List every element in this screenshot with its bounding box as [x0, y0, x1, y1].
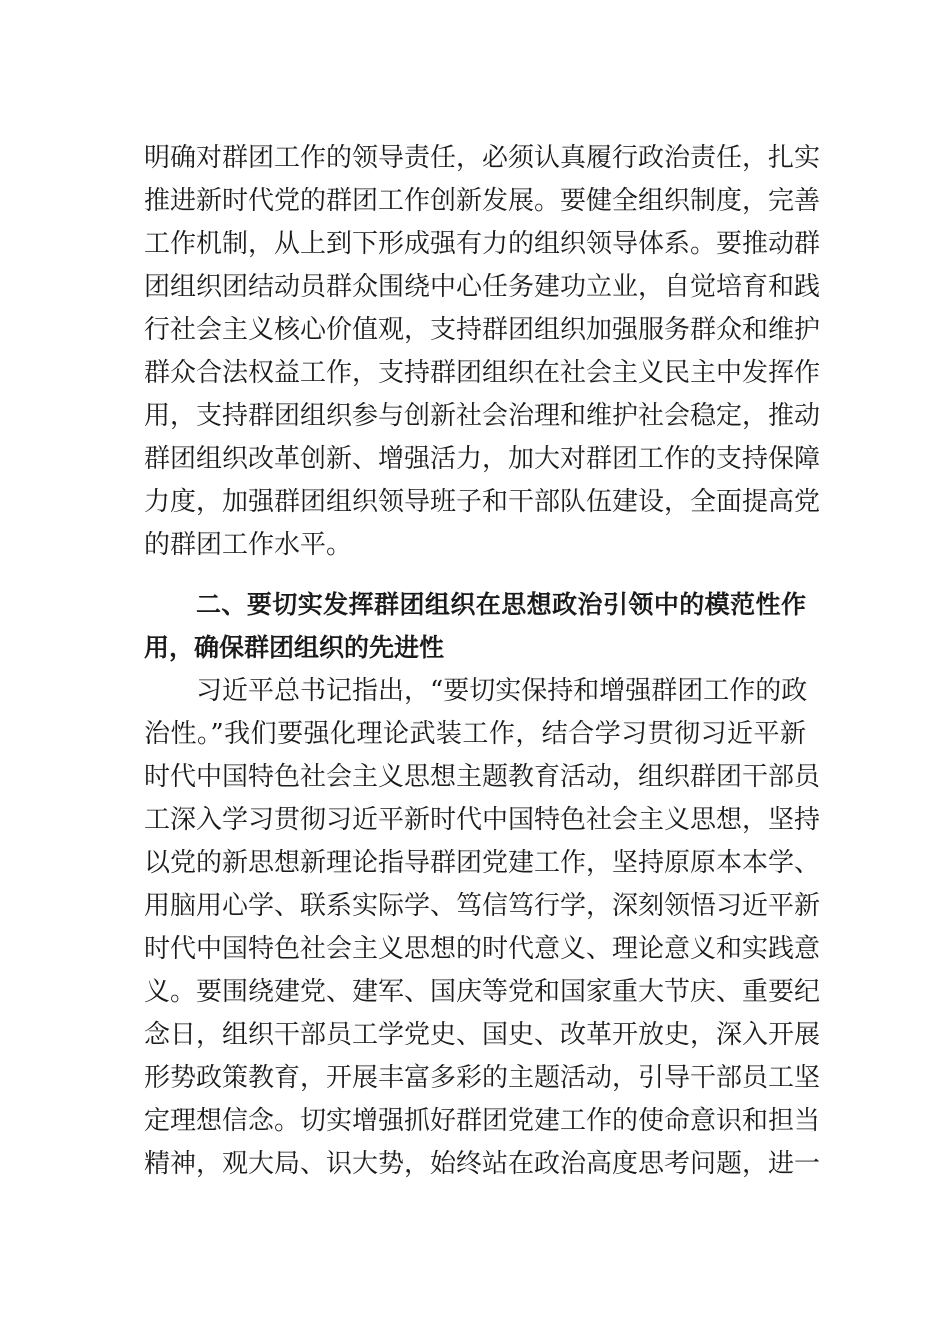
paragraph2-line-6: 用脑用心学、联系实际学、笃信笃行学，深刻领悟习近平新	[144, 891, 821, 921]
paragraph1-line-5: 行社会主义核心价值观，支持群团组织加强服务群众和维护	[144, 315, 821, 345]
paragraph2-line-7: 时代中国特色社会主义思想的时代意义、理论意义和实践意	[144, 934, 821, 964]
paragraph1-line-10: 的群团工作水平。	[144, 530, 353, 560]
paragraph2-line-3: 时代中国特色社会主义思想主题教育活动，组织群团干部员	[144, 762, 821, 792]
paragraph2-line-8: 义。要围绕建党、建军、国庆等党和国家重大节庆、重要纪	[144, 977, 821, 1007]
paragraph2-line-10: 形势政策教育，开展丰富多彩的主题活动，引导干部员工坚	[144, 1063, 821, 1093]
paragraph2-line-4: 工深入学习贯彻习近平新时代中国特色社会主义思想，坚持	[144, 805, 821, 835]
paragraph1-line-1: 明确对群团工作的领导责任，必须认真履行政治责任，扎实	[144, 143, 821, 173]
paragraph2-line-11: 定理想信念。切实增强抓好群团党建工作的使命意识和担当	[144, 1106, 821, 1136]
paragraph1-line-9: 力度，加强群团组织领导班子和干部队伍建设，全面提高党	[144, 487, 821, 517]
paragraph1-line-4: 团组织团结动员群众围绕中心任务建功立业，自觉培育和践	[144, 272, 821, 302]
paragraph2-line-2: 治性。”我们要强化理论武装工作，结合学习贯彻习近平新	[144, 719, 806, 749]
paragraph1-line-8: 群团组织改革创新、增强活力，加大对群团工作的支持保障	[144, 444, 821, 474]
paragraph1-line-2: 推进新时代党的群团工作创新发展。要健全组织制度，完善	[144, 186, 821, 216]
paragraph2-line-5: 以党的新思想新理论指导群团党建工作，坚持原原本本学、	[144, 848, 821, 878]
paragraph2-line-12: 精神，观大局、识大势，始终站在政治高度思考问题，进一	[144, 1149, 821, 1179]
paragraph1-line-3: 工作机制，从上到下形成强有力的组织领导体系。要推动群	[144, 229, 821, 259]
section-heading-line-2: 用，确保群团组织的先进性	[144, 633, 445, 662]
section-heading-line-1: 二、要切实发挥群团组织在思想政治引领中的模范性作	[196, 590, 806, 619]
paragraph1-line-7: 用，支持群团组织参与创新社会治理和维护社会稳定，推动	[144, 401, 821, 431]
paragraph2-line-9: 念日，组织干部员工学党史、国史、改革开放史，深入开展	[144, 1020, 821, 1050]
paragraph2-line-1: 习近平总书记指出，“要切实保持和增强群团工作的政	[196, 676, 808, 706]
paragraph1-line-6: 群众合法权益工作，支持群团组织在社会主义民主中发挥作	[144, 358, 821, 388]
